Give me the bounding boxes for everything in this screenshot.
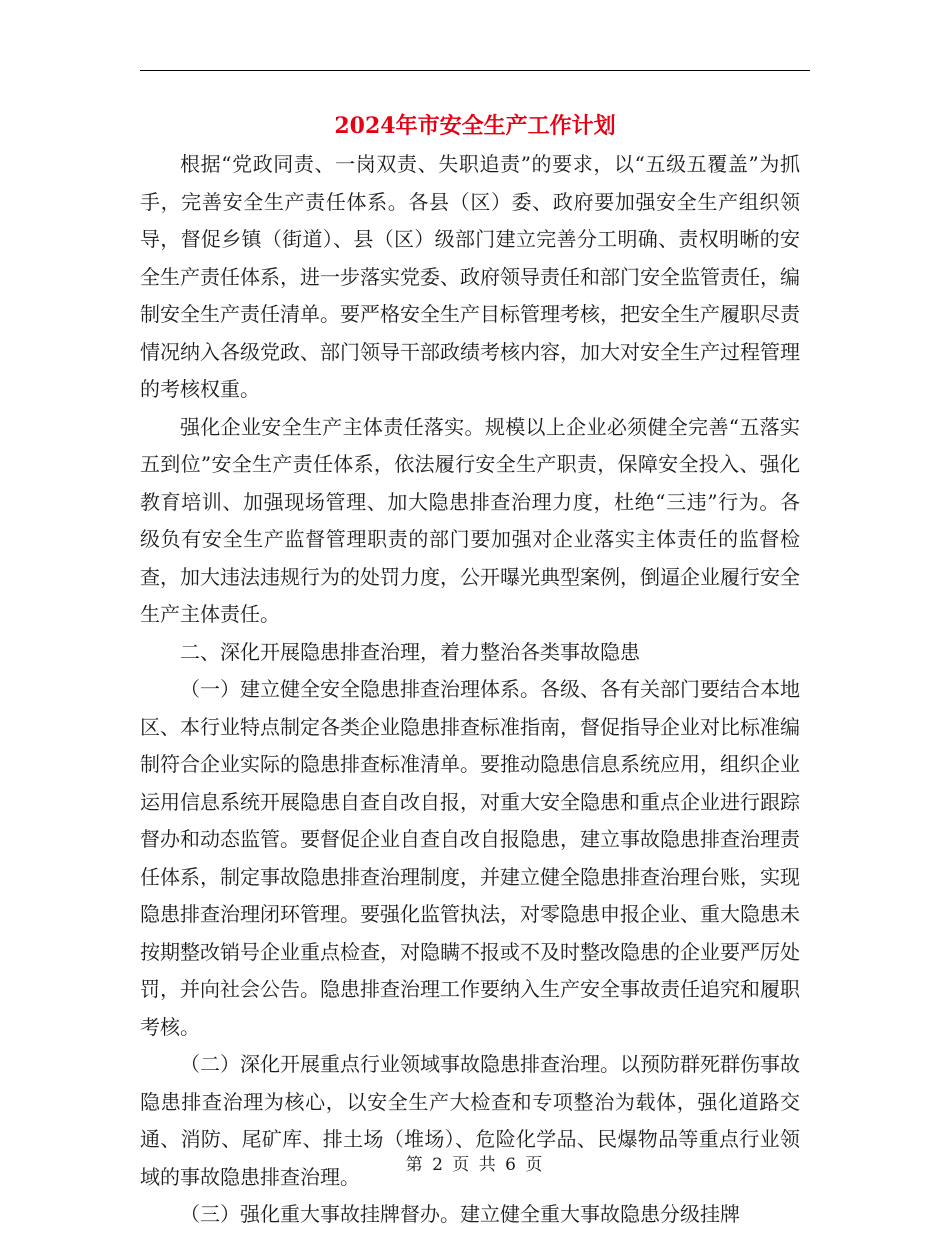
page-number: 第 2 页 共 6 页 bbox=[405, 1155, 545, 1175]
document-body bbox=[140, 146, 800, 1234]
paragraph-enterprise-responsibility: 强化企业安全生产主体责任落实。规模以上企业必须健全完善“五落实五到位”安全生产责任体系，依法履行安全生产职责，保障安全投入、强化教育培训、加强现场管理、加大隐患排查治理力度，杜绝“三违”行为。各级负有安全生产监督管理职责的部门要加强对企业落实主体责任的监督检查，加大违法违规行为的处罚力度，公开曝光典型案例，倒逼企业履行安全生产主体责任。 bbox=[140, 414, 800, 626]
section-heading-hazard-inspection: 二、深化开展隐患排查治理，着力整治各类事故隐患 bbox=[180, 639, 640, 664]
paragraph-responsibility-system: 根据“党政同责、一岗双责、失职追责”的要求，以“五级五覆盖”为抓手，完善安全生产责任体系。各县（区）委、政府要加强安全生产组织领导，督促乡镇（街道）、县（区）级部门建立完善分工明确、责权明晰的安全生产责任体系，进一步落实党委、政府领导责任和部门安全监管责任，编制安全生产责任清单。要严格安全生产目标管理考核，把安全生产履职尽责情况纳入各级党政、部门领导干部政绩考核内容，加大对安全生产过程管理的考核权重。 bbox=[140, 152, 800, 401]
document-title: 2024年市安全生产工作计划 bbox=[334, 113, 616, 139]
paragraph-key-industries: （二）深化开展重点行业领域事故隐患排查治理。以预防群死群伤事故隐患排查治理为核心，以安全生产大检查和专项整治为载体，强化道路交通、消防、尾矿库、排土场（堆场）、危险化学品、民爆物品等重点行业领域的事故隐患排查治理。 bbox=[140, 1052, 800, 1189]
paragraph-hazard-system: （一）建立健全安全隐患排查治理体系。各级、各有关部门要结合本地区、本行业特点制定各类企业隐患排查标准指南，督促指导企业对比标准编制符合企业实际的隐患排查标准清单。要推动隐患信息系统应用，组织企业运用信息系统开展隐患自查自改自报，对重大安全隐患和重点企业进行跟踪督办和动态监管。要督促企业自查自改自报隐患，建立事故隐患排查治理责任体系，制定事故隐患排查治理制度，并建立健全隐患排查治理台账，实现隐患排查治理闭环管理。要强化监管执法，对零隐患申报企业、重大隐患未按期整改销号企业重点检查，对隐瞒不报或不及时整改隐患的企业要严厉处罚，并向社会公告。隐患排查治理工作要纳入生产安全事故责任追究和履职考核。 bbox=[140, 677, 800, 1039]
header-rule bbox=[140, 70, 810, 71]
paragraph-major-accident-supervision: （三）强化重大事故挂牌督办。建立健全重大事故隐患分级挂牌 bbox=[180, 1202, 740, 1226]
